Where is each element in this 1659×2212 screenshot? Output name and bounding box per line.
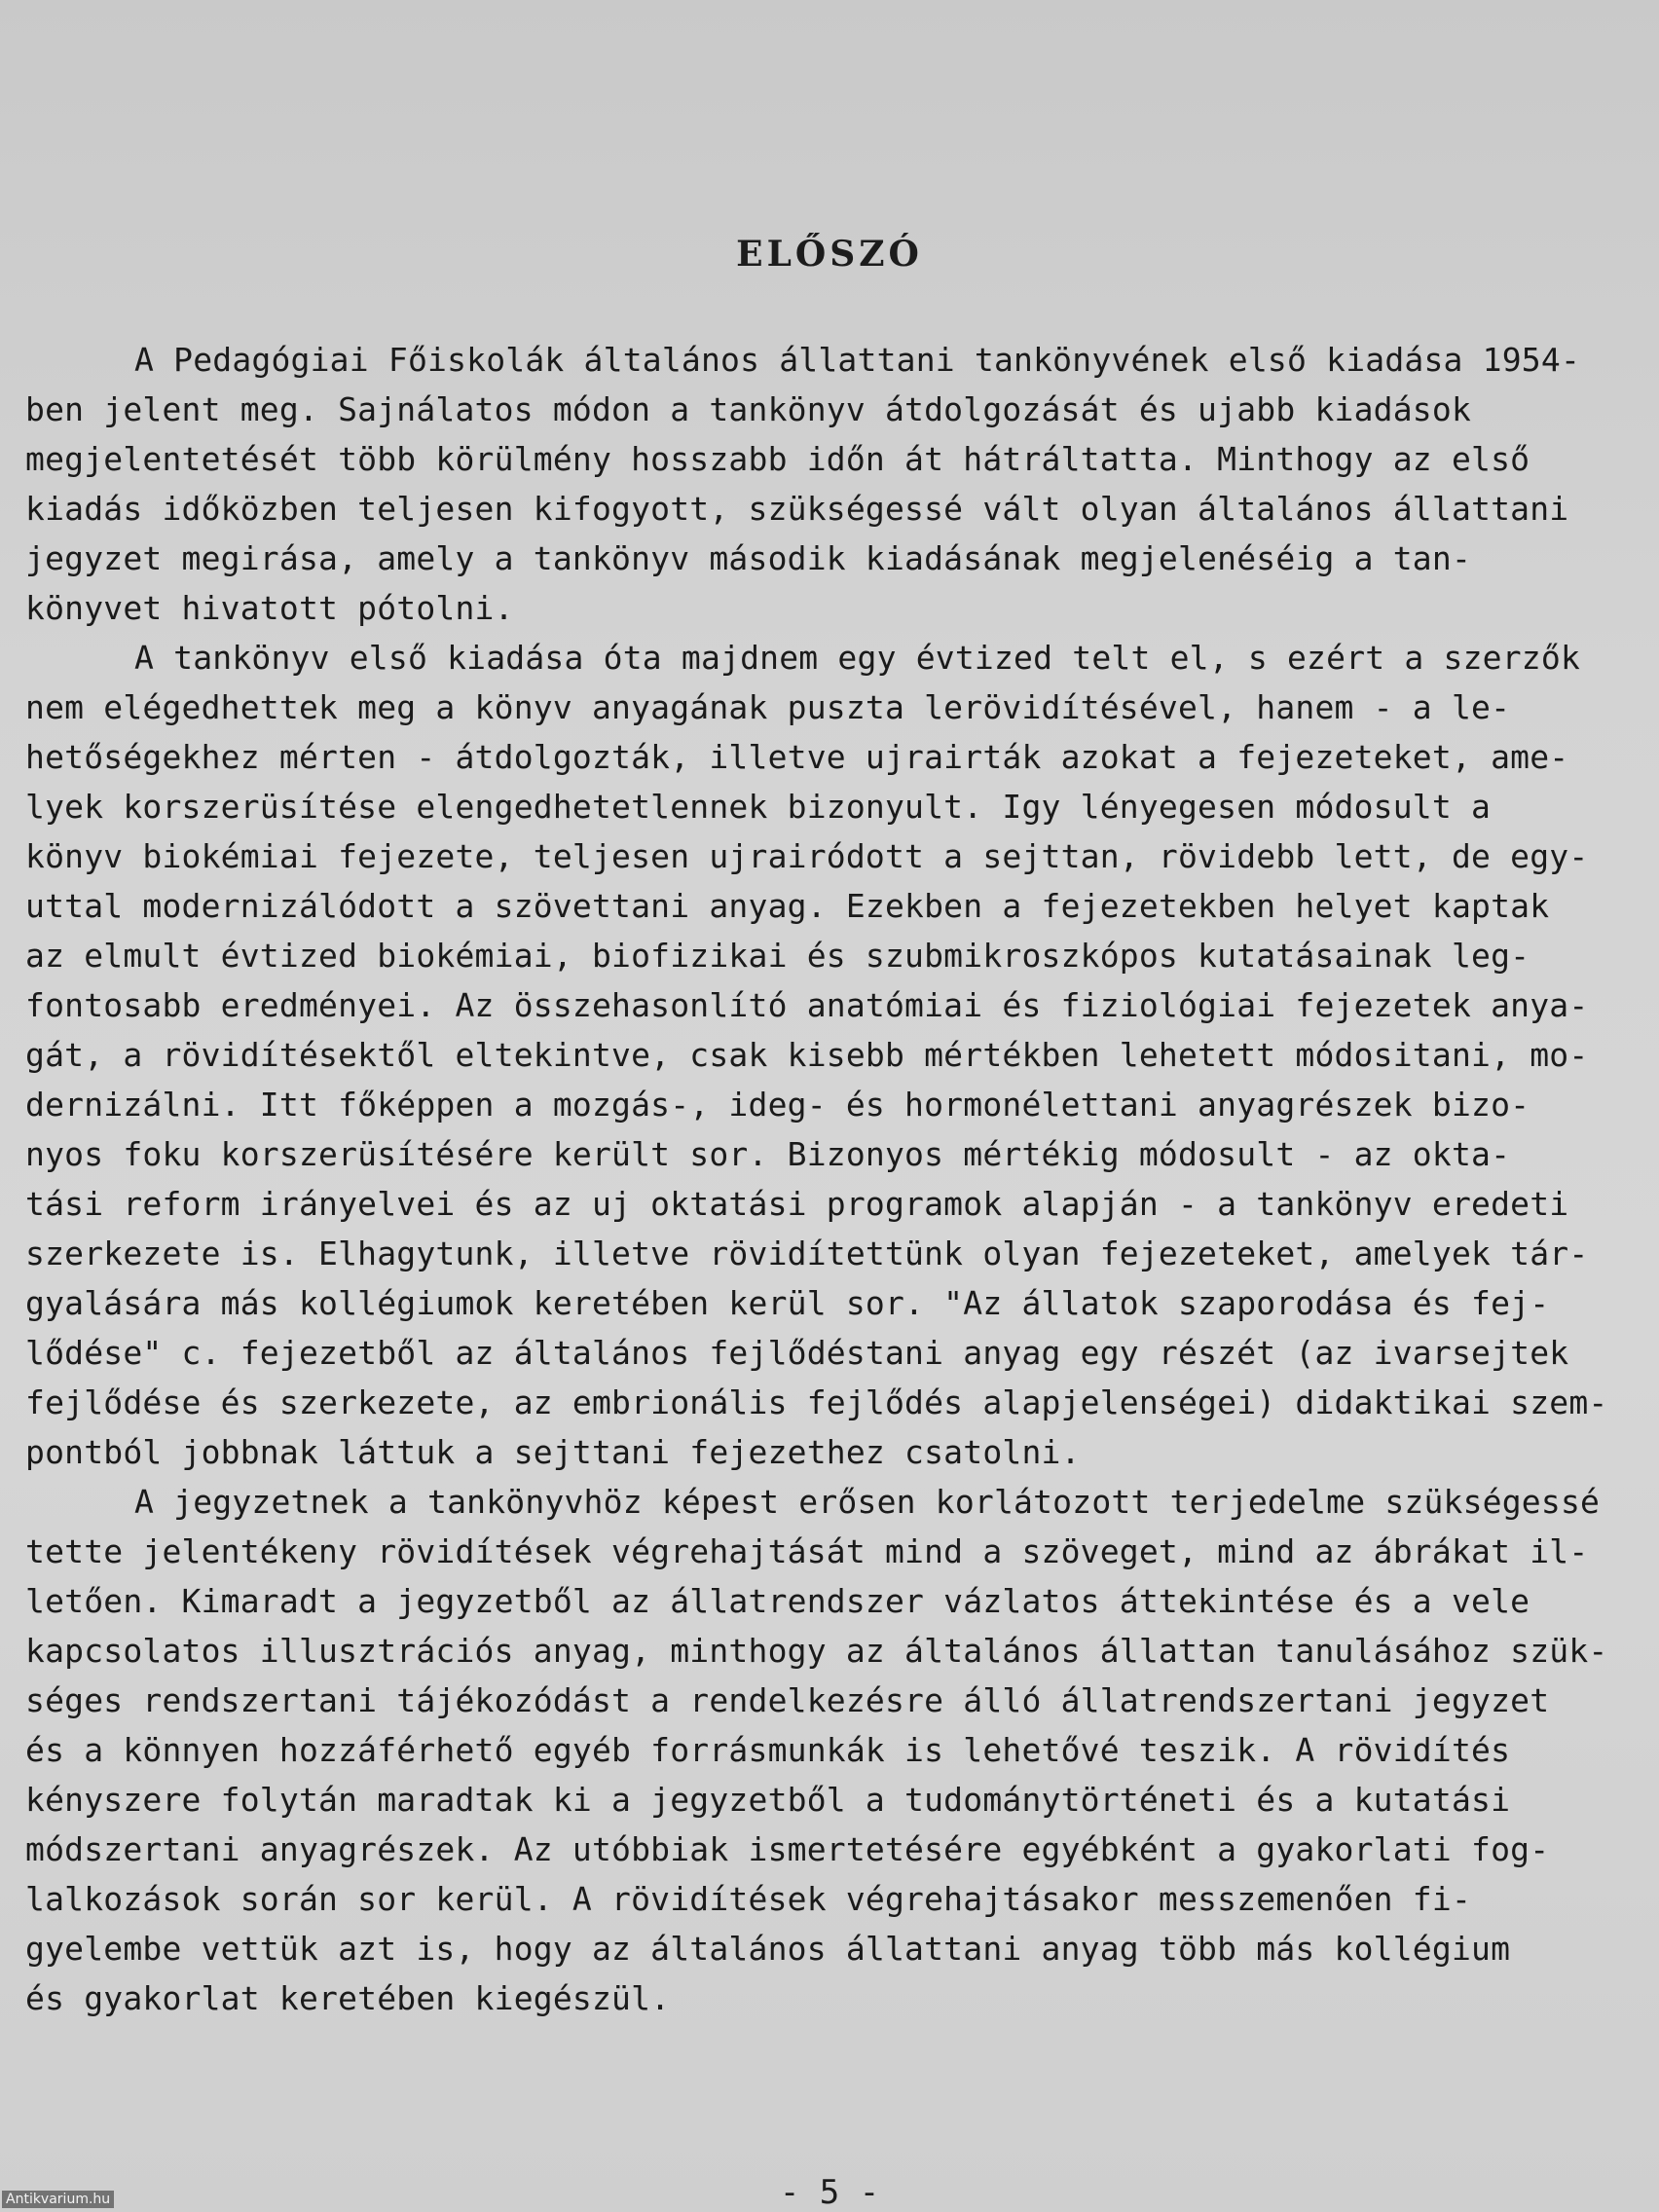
text-line: jegyzet megirása, amely a tankönyv második kiadásának megjelenéséig a tan-: [25, 539, 1472, 577]
text-line: könyv biokémiai fejezete, teljesen ujrairódott a sejttan, rövidebb lett, de egy-: [25, 837, 1589, 875]
text-line: kiadás időközben teljesen kifogyott, szükségessé vált olyan általános állattani: [25, 490, 1569, 528]
text-line: szerkezete is. Elhagytunk, illetve rövidítettünk olyan fejezeteket, amelyek tár-: [25, 1235, 1589, 1272]
paragraph-3: [25, 1477, 1641, 2023]
text-line: hetőségekhez mérten - átdolgozták, illetve ujrairták azokat a fejezeteket, ame-: [25, 738, 1569, 776]
text-line: lalkozások során sor kerül. A rövidítések végrehajtásakor messzemenően fi-: [25, 1880, 1472, 1918]
paragraph-1: [25, 335, 1641, 633]
text-line: tási reform irányelvei és az uj oktatási programok alapján - a tankönyv eredeti: [25, 1185, 1569, 1223]
text-line: kapcsolatos illusztrációs anyag, minthogy az általános állattan tanulásához szük-: [25, 1632, 1608, 1670]
text-line: tette jelentékeny rövidítések végrehajtását mind a szöveget, mind az ábrákat il-: [25, 1532, 1589, 1570]
text-line: lődése" c. fejezetből az általános fejlődéstani anyag egy részét (az ivarsejtek: [25, 1334, 1569, 1372]
text-line: lyek korszerüsítése elengedhetetlennek bizonyult. Igy lényegesen módosult a: [25, 788, 1492, 826]
text-line: nyos foku korszerüsítésére került sor. Bizonyos mértékig módosult - az okta-: [25, 1135, 1511, 1173]
page-number: - 5 -: [779, 2173, 880, 2212]
body-text: [25, 335, 1641, 2023]
watermark: Antikvarium.hu: [2, 2191, 114, 2208]
text-line: A Pedagógiai Főiskolák általános állattani tankönyvének első kiadása 1954-: [134, 341, 1581, 379]
text-line: gyalására más kollégiumok keretében kerül sor. "Az állatok szaporodása és fej-: [25, 1284, 1550, 1322]
paragraph-2: [25, 633, 1641, 1477]
text-line: dernizálni. Itt főképpen a mozgás-, ideg- és hormonélettani anyagrészek bizo-: [25, 1086, 1530, 1124]
text-line: módszertani anyagrészek. Az utóbbiak ismertetésére egyébként a gyakorlati fog-: [25, 1830, 1550, 1868]
text-line: fejlődése és szerkezete, az embrionális fejlődés alapjelenségei) didaktikai szem-: [25, 1383, 1608, 1421]
text-line: pontból jobbnak láttuk a sejttani fejezethez csatolni.: [25, 1433, 1081, 1471]
text-line: fontosabb eredményei. Az összehasonlító anatómiai és fiziológiai fejezetek anya-: [25, 986, 1589, 1024]
text-line: kényszere folytán maradtak ki a jegyzetből a tudománytörténeti és a kutatási: [25, 1781, 1511, 1819]
text-line: gát, a rövidítésektől eltekintve, csak kisebb mértékben lehetett módositani, mo-: [25, 1036, 1589, 1074]
text-line: A tankönyv első kiadása óta majdnem egy évtized telt el, s ezért a szerzők: [134, 639, 1581, 677]
text-line: uttal modernizálódott a szövettani anyag. Ezekben a fejezetekben helyet kaptak: [25, 887, 1550, 925]
text-line: nem elégedhettek meg a könyv anyagának puszta lerövidítésével, hanem - a le-: [25, 688, 1511, 726]
text-line: letően. Kimaradt a jegyzetből az állatrendszer vázlatos áttekintése és a vele: [25, 1582, 1530, 1620]
text-line: gyelembe vettük azt is, hogy az általános állattani anyag több más kollégium: [25, 1930, 1511, 1968]
text-line: és a könnyen hozzáférhető egyéb forrásmunkák is lehetővé teszik. A rövidítés: [25, 1731, 1511, 1769]
page-title: ELŐSZÓ: [736, 234, 923, 275]
text-line: megjelentetését több körülmény hosszabb időn át hátráltatta. Minthogy az első: [25, 440, 1530, 478]
text-line: A jegyzetnek a tankönyvhöz képest erősen korlátozott terjedelme szükségessé: [134, 1483, 1601, 1521]
text-line: könyvet hivatott pótolni.: [25, 589, 514, 627]
text-line: az elmult évtized biokémiai, biofizikai és szubmikroszkópos kutatásainak leg-: [25, 937, 1530, 975]
text-line: és gyakorlat keretében kiegészül.: [25, 1979, 671, 2017]
text-line: séges rendszertani tájékozódást a rendelkezésre álló állatrendszertani jegyzet: [25, 1681, 1550, 1719]
text-line: ben jelent meg. Sajnálatos módon a tankönyv átdolgozását és ujabb kiadások: [25, 390, 1472, 428]
